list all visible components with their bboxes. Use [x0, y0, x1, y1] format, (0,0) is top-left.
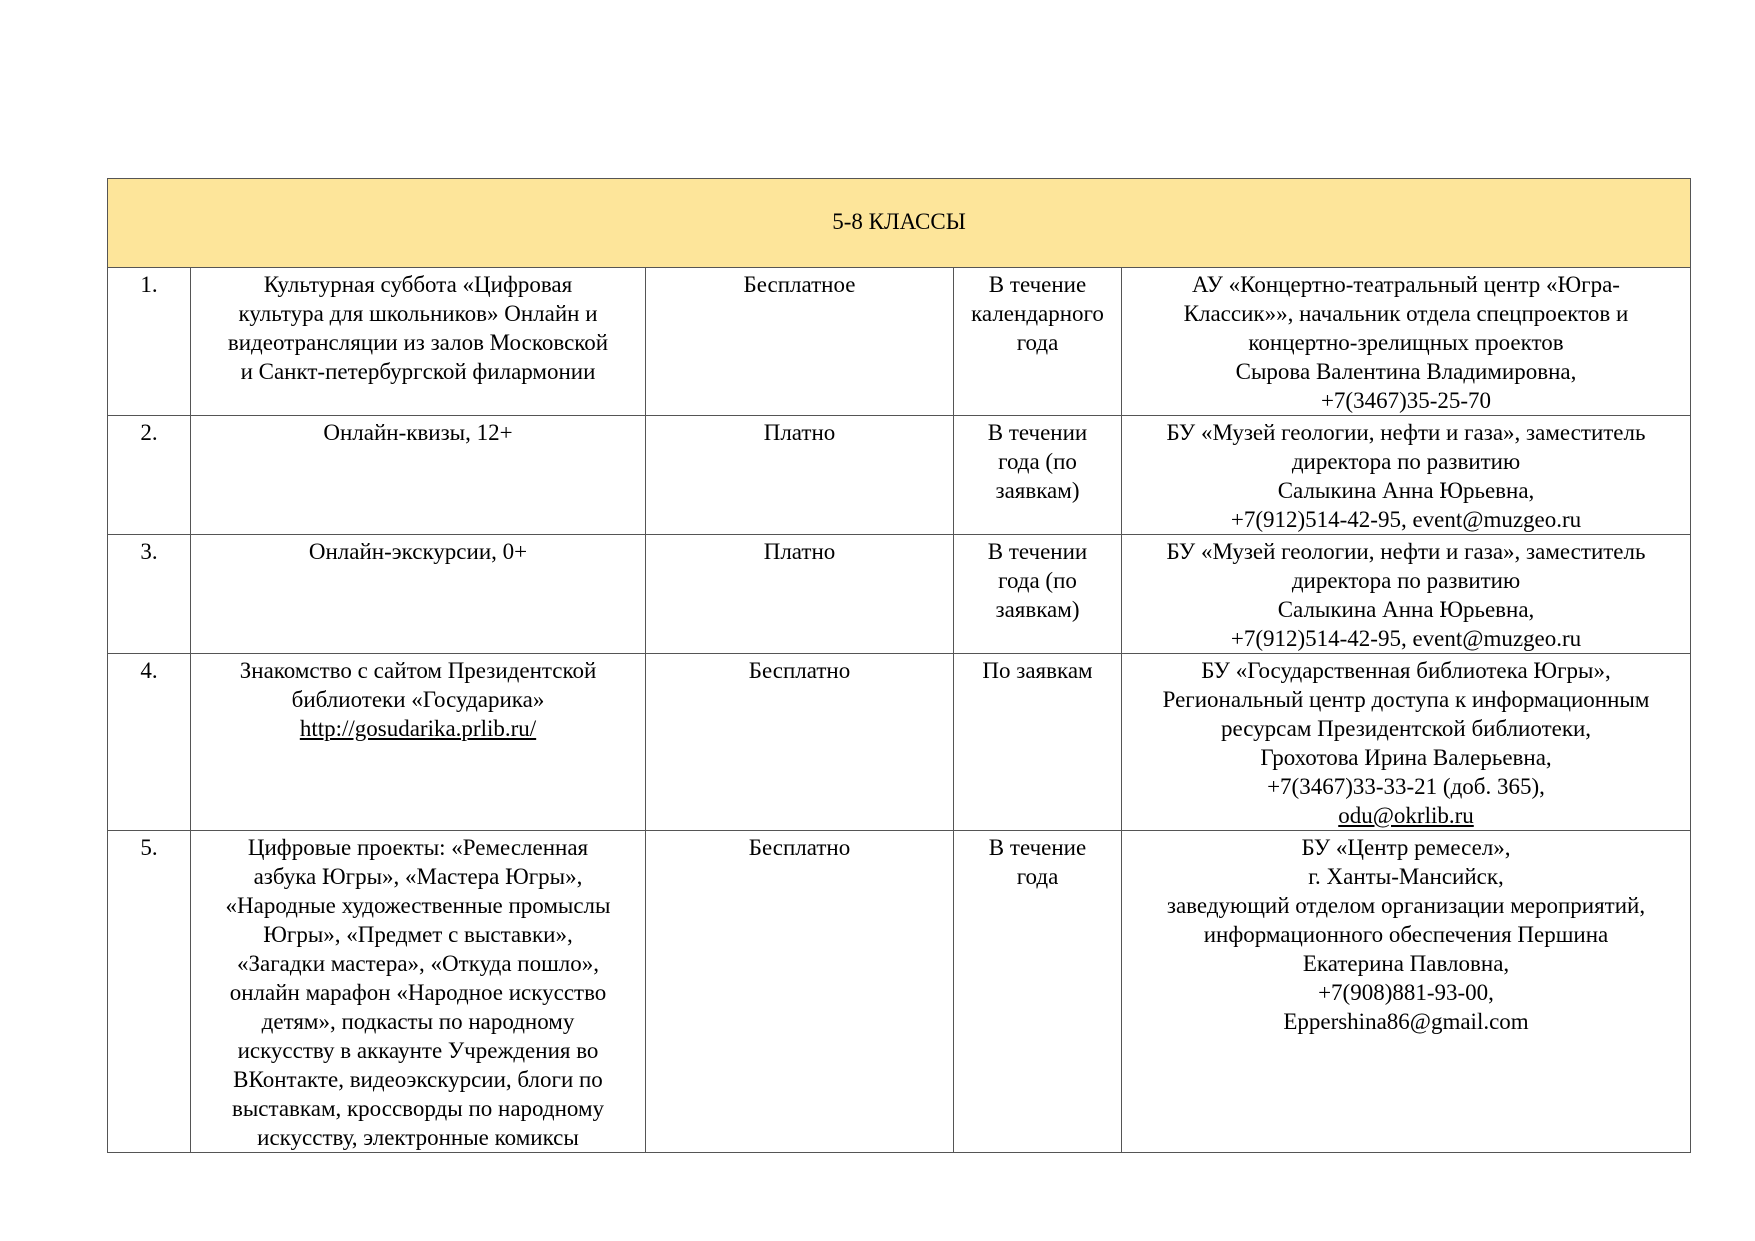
contact-line: Eppershina86@gmail.com [1283, 1009, 1529, 1034]
event-name-line: «Народные художественные промыслы [225, 893, 611, 918]
contact-line: Региональный центр доступа к информационным [1162, 687, 1650, 712]
contact-line: информационного обеспечения Першина [1203, 922, 1609, 947]
row-number: 1. [108, 268, 191, 416]
event-name-cell [191, 268, 646, 416]
event-name-cell [191, 654, 646, 831]
event-name-line: и Санкт-петербургской филармонии [240, 359, 596, 384]
event-name-line: Югры», «Предмет с выставки», [263, 922, 573, 947]
event-name-cell [191, 831, 646, 1153]
table-row [108, 654, 1691, 831]
contact-line: г. Ханты-Мансийск, [1308, 864, 1504, 889]
event-name-line: Культурная суббота «Цифровая [263, 272, 573, 297]
contact-cell [1122, 654, 1691, 831]
grade-header: 5-8 КЛАССЫ [108, 179, 1691, 268]
contact-cell [1122, 535, 1691, 654]
contact-line: +7(912)514-42-95, event@muzgeo.ru [1230, 507, 1582, 532]
period-line: По заявкам [982, 658, 1093, 683]
contact-line: +7(908)881-93-00, [1318, 980, 1494, 1005]
period-line: года [1016, 330, 1059, 355]
contact-line: директора по развитию [1291, 568, 1521, 593]
contact-line: БУ «Центр ремесел», [1301, 835, 1511, 860]
event-name-line: библиотеки «Государика» [291, 687, 545, 712]
contact-cell [1122, 416, 1691, 535]
event-name-line: Онлайн-квизы, 12+ [323, 420, 513, 445]
row-number: 4. [108, 654, 191, 831]
table-row [108, 535, 1691, 654]
event-name-cell [191, 416, 646, 535]
contact-line: Сырова Валентина Владимировна, [1235, 359, 1577, 384]
table-row [108, 416, 1691, 535]
event-name-cell [191, 535, 646, 654]
event-name-line: Цифровые проекты: «Ремесленная [247, 835, 589, 860]
period-line: В течение [988, 835, 1087, 860]
contact-line: Екатерина Павловна, [1302, 951, 1510, 976]
contact-line: концертно-зрелищных проектов [1248, 330, 1564, 355]
contact-cell [1122, 831, 1691, 1153]
period-cell [954, 268, 1122, 416]
row-number: 5. [108, 831, 191, 1153]
event-name-line: искусству, электронные комиксы [257, 1125, 579, 1150]
event-name-line: детям», подкасты по народному [261, 1009, 575, 1034]
event-name-line: «Загадки мастера», «Откуда пошло», [236, 951, 600, 976]
contact-line: Классик»», начальник отдела спецпроектов и [1183, 301, 1629, 326]
event-name-line: Знакомство с сайтом Президентской [239, 658, 597, 683]
contact-line: директора по развитию [1291, 449, 1521, 474]
contact-line: +7(912)514-42-95, event@muzgeo.ru [1230, 626, 1582, 651]
events-table [107, 178, 1691, 1153]
period-cell [954, 535, 1122, 654]
contact-line: Салыкина Анна Юрьевна, [1277, 597, 1535, 622]
contact-line: БУ «Музей геологии, нефти и газа», заместитель [1166, 420, 1646, 445]
gosudarika-link[interactable]: http://gosudarika.prlib.ru/ [299, 716, 537, 741]
period-cell [954, 416, 1122, 535]
table-row [108, 831, 1691, 1153]
contact-line: +7(3467)35-25-70 [1320, 388, 1492, 413]
event-name-line: ВКонтакте, видеоэкскурсии, блоги по [233, 1067, 603, 1092]
email-link[interactable]: odu@okrlib.ru [1338, 803, 1474, 828]
period-line: года [1016, 864, 1059, 889]
price-cell: Бесплатное [646, 268, 954, 416]
row-number: 3. [108, 535, 191, 654]
row-number: 2. [108, 416, 191, 535]
period-line: календарного [971, 301, 1104, 326]
period-line: заявкам) [995, 597, 1080, 622]
period-cell [954, 831, 1122, 1153]
contact-line: заведующий отделом организации мероприятий, [1166, 893, 1646, 918]
event-name-line: выставкам, кроссворды по народному [231, 1096, 605, 1121]
table-header-row [108, 179, 1691, 268]
event-name-line: онлайн марафон «Народное искусство [229, 980, 607, 1005]
event-name-line: Онлайн-экскурсии, 0+ [308, 539, 528, 564]
contact-line: Салыкина Анна Юрьевна, [1277, 478, 1535, 503]
contact-cell [1122, 268, 1691, 416]
price-cell: Бесплатно [646, 654, 954, 831]
contact-line: БУ «Музей геологии, нефти и газа», заместитель [1166, 539, 1646, 564]
contact-line: Грохотова Ирина Валерьевна, [1260, 745, 1552, 770]
price-cell: Платно [646, 535, 954, 654]
price-cell: Бесплатно [646, 831, 954, 1153]
event-name-line: культура для школьников» Онлайн и [238, 301, 598, 326]
period-line: В течение [988, 272, 1087, 297]
period-line: года (по [998, 568, 1077, 593]
period-line: В течении [987, 420, 1088, 445]
contact-line: ресурсам Президентской библиотеки, [1220, 716, 1592, 741]
event-name-line: искусству в аккаунте Учреждения во [237, 1038, 599, 1063]
price-cell: Платно [646, 416, 954, 535]
contact-line: +7(3467)33-33-21 (доб. 365), [1267, 774, 1545, 799]
contact-line: БУ «Государственная библиотека Югры», [1201, 658, 1611, 683]
contact-line: АУ «Концертно-театральный центр «Югра- [1192, 272, 1620, 297]
event-name-line: азбука Югры», «Мастера Югры», [253, 864, 583, 889]
period-line: заявкам) [995, 478, 1080, 503]
event-name-line: видеотрансляции из залов Московской [227, 330, 609, 355]
period-line: года (по [998, 449, 1077, 474]
period-cell [954, 654, 1122, 831]
table-row [108, 268, 1691, 416]
period-line: В течении [987, 539, 1088, 564]
